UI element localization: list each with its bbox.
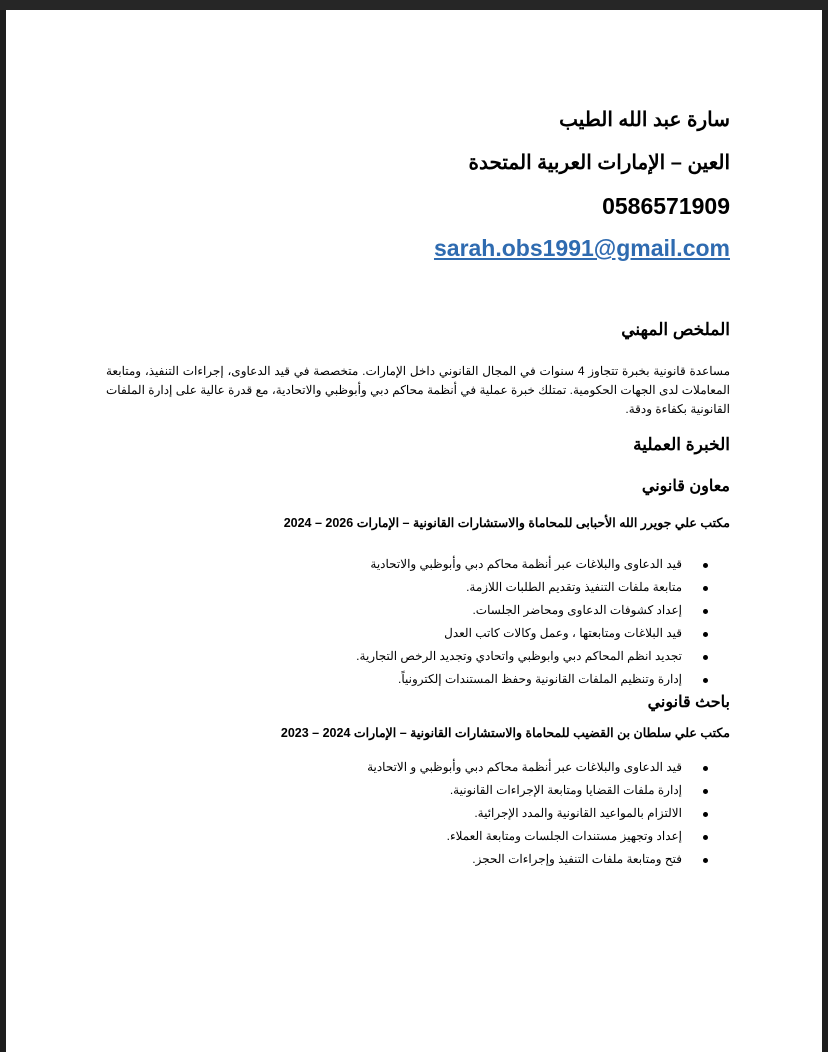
applicant-name: سارة عبد الله الطيب (559, 109, 730, 131)
applicant-email-link[interactable]: sarah.obs1991@gmail.com (433, 235, 730, 261)
list-item: الالتزام بالمواعيد القانونية والمدد الإجرائية. (367, 802, 682, 825)
list-item: إعداد وتجهيز مستندات الجلسات ومتابعة العملاء. (367, 825, 682, 848)
job-duties-list-1 (356, 553, 730, 691)
experience-heading: الخبرة العملية (633, 435, 730, 454)
summary-heading: الملخص المهني (621, 320, 730, 339)
list-item: فتح ومتابعة ملفات التنفيذ وإجراءات الحجز. (367, 848, 682, 871)
right-margin-shadow (822, 10, 828, 1052)
summary-text: مساعدة قانونية بخبرة تتجاوز 4 سنوات في المجال القانوني داخل الإمارات. متخصصة في قيد الدعاوى، إجراءات التنفيذ، ومتابعة المعاملات لدى الجهات الحكومية. تمتلك خبرة عملية في أنظمة محاكم دبي وأبوظبي والاتحادية، مع قدرة عالية على إدارة الملفات القانونية بكفاءة ودقة. (106, 364, 730, 416)
list-item: إعداد كشوفات الدعاوى ومحاضر الجلسات. (356, 599, 682, 622)
document-page (6, 10, 822, 1052)
list-item: إدارة ملفات القضايا ومتابعة الإجراءات القانونية. (367, 779, 682, 802)
list-item: متابعة ملفات التنفيذ وتقديم الطلبات اللازمة. (356, 576, 682, 599)
job-employer-1: مكتب علي جويرر الله الأحبابى للمحاماة والاستشارات القانونية – الإمارات 2026 – 2024 (283, 516, 730, 530)
job-title-1: معاون قانوني (641, 478, 730, 495)
list-item: تجديد انظم المحاكم دبي وابوظبي واتحادي وتجديد الرخص التجارية. (356, 645, 682, 668)
job-title-2: باحث قانوني (647, 694, 730, 711)
job-employer-2: مكتب علي سلطان بن القضيب للمحاماة والاستشارات القانونية – الإمارات 2024 – 2023 (280, 726, 730, 740)
window-top-bar (0, 0, 828, 10)
list-item: قيد الدعاوى والبلاغات عبر أنظمة محاكم دبي وأبوظبي و الاتحادية (367, 756, 682, 779)
list-item: إدارة وتنظيم الملفات القانونية وحفظ المستندات إلكترونياً. (356, 668, 682, 691)
list-item: قيد البلاغات ومتابعتها ، وعمل وكالات كاتب العدل (356, 622, 682, 645)
resume-content (106, 10, 730, 1052)
applicant-phone: 0586571909 (602, 193, 730, 219)
applicant-location: العين – الإمارات العربية المتحدة (468, 152, 730, 174)
list-item: قيد الدعاوى والبلاغات عبر أنظمة محاكم دبي وأبوظبي والاتحادية (356, 553, 682, 576)
job-duties-list-2 (367, 756, 730, 871)
